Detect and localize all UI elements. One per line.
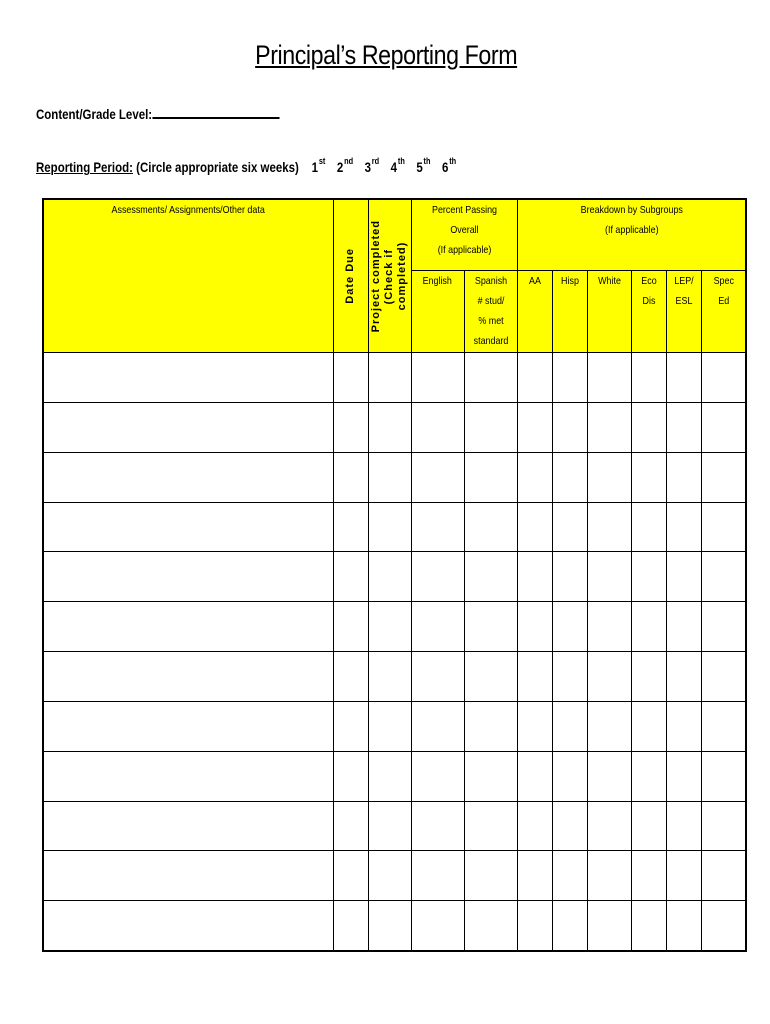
- table-cell[interactable]: [411, 701, 464, 751]
- breakdown-line-1: Breakdown by Subgroups: [580, 204, 683, 216]
- table-cell[interactable]: [333, 602, 368, 652]
- table-cell[interactable]: [333, 353, 368, 403]
- subgroup-5-line-1: LEP/: [673, 274, 694, 287]
- table-row: [43, 602, 746, 652]
- english-header: English: [411, 270, 464, 352]
- table-cell[interactable]: [464, 353, 517, 403]
- table-cell[interactable]: [666, 652, 701, 702]
- spanish-header: [464, 270, 517, 352]
- table-cell[interactable]: [43, 751, 333, 801]
- table-cell[interactable]: [701, 353, 746, 403]
- table-cell[interactable]: [333, 901, 368, 951]
- table-row: [43, 652, 746, 702]
- table-cell[interactable]: [666, 701, 701, 751]
- spanish-line-1: Spanish: [474, 274, 507, 287]
- table-cell[interactable]: [666, 602, 701, 652]
- period-option-5[interactable]: 5th: [416, 156, 431, 175]
- table-cell[interactable]: [701, 901, 746, 951]
- form-title: Principal’s Reporting Form: [255, 40, 518, 70]
- table-cell[interactable]: [552, 851, 587, 901]
- table-cell[interactable]: [43, 602, 333, 652]
- table-cell[interactable]: [631, 751, 666, 801]
- table-cell[interactable]: [631, 901, 666, 951]
- period-options: [311, 156, 468, 175]
- table-cell[interactable]: [631, 652, 666, 702]
- period-option-1[interactable]: 1st: [311, 156, 326, 175]
- table-cell[interactable]: [411, 502, 464, 552]
- table-row: [43, 353, 746, 403]
- table-cell[interactable]: [701, 402, 746, 452]
- assessments-header: Assessments/ Assignments/Other data: [43, 199, 333, 353]
- subgroup-6-line-2: Ed: [717, 294, 729, 307]
- percent-passing-line-3: (If applicable): [437, 244, 491, 256]
- table-cell[interactable]: [411, 353, 464, 403]
- table-row: [43, 502, 746, 552]
- table-cell[interactable]: [517, 901, 552, 951]
- table-cell[interactable]: [517, 851, 552, 901]
- table-cell[interactable]: [464, 701, 517, 751]
- table-cell[interactable]: [411, 402, 464, 452]
- project-completed-header: [368, 199, 411, 353]
- table-cell[interactable]: [701, 602, 746, 652]
- table-cell[interactable]: [368, 652, 411, 702]
- period-option-4[interactable]: 4th: [390, 156, 405, 175]
- table-cell[interactable]: [333, 502, 368, 552]
- table-cell[interactable]: [43, 801, 333, 851]
- table-cell[interactable]: [464, 402, 517, 452]
- subgroup-6-line-1: Spec: [713, 274, 734, 287]
- table-cell[interactable]: [666, 452, 701, 502]
- subgroup-header-3: [587, 270, 631, 352]
- table-cell[interactable]: [411, 901, 464, 951]
- table-cell[interactable]: [517, 602, 552, 652]
- subgroup-5-line-2: ESL: [675, 294, 692, 307]
- subgroup-header-1: [517, 270, 552, 352]
- table-cell[interactable]: [411, 751, 464, 801]
- table-cell[interactable]: [587, 801, 631, 851]
- table-cell[interactable]: [631, 452, 666, 502]
- table-cell[interactable]: [552, 402, 587, 452]
- reporting-period-label: Reporting Period:: [36, 159, 133, 175]
- table-cell[interactable]: [631, 851, 666, 901]
- project-completed-line-1: Project completed: [370, 219, 382, 333]
- table-cell[interactable]: [552, 801, 587, 851]
- reporting-period-line: [36, 156, 468, 175]
- table-cell[interactable]: [631, 602, 666, 652]
- table-cell[interactable]: [368, 801, 411, 851]
- project-completed-line-3: completed): [396, 241, 408, 311]
- subgroup-header-2: [552, 270, 587, 352]
- subgroup-header-6: [701, 270, 746, 352]
- table-row: [43, 552, 746, 602]
- content-grade-line: [36, 104, 279, 122]
- subgroup-2-line-1: Hisp: [560, 274, 579, 287]
- table-row: [43, 402, 746, 452]
- table-cell[interactable]: [368, 452, 411, 502]
- table-cell[interactable]: [43, 452, 333, 502]
- percent-passing-line-2: Overall: [449, 224, 479, 236]
- reporting-table: [42, 198, 747, 952]
- table-cell[interactable]: [517, 751, 552, 801]
- subgroup-4-line-2: Dis: [642, 294, 655, 307]
- percent-passing-header: [411, 199, 517, 270]
- table-cell[interactable]: [517, 402, 552, 452]
- table-cell[interactable]: [43, 851, 333, 901]
- table-cell[interactable]: [666, 851, 701, 901]
- table-cell[interactable]: [517, 701, 552, 751]
- breakdown-line-2: (If applicable): [604, 224, 659, 236]
- table-cell[interactable]: [552, 552, 587, 602]
- table-cell[interactable]: [333, 652, 368, 702]
- reporting-period-instruction: (Circle appropriate six weeks): [136, 159, 299, 175]
- table-cell[interactable]: [552, 452, 587, 502]
- table-cell[interactable]: [464, 502, 517, 552]
- table-cell[interactable]: [631, 552, 666, 602]
- table-cell[interactable]: [464, 652, 517, 702]
- table-cell[interactable]: [552, 701, 587, 751]
- table-cell[interactable]: [552, 652, 587, 702]
- table-cell[interactable]: [43, 701, 333, 751]
- table-row: [43, 701, 746, 751]
- table-cell[interactable]: [411, 801, 464, 851]
- table-cell[interactable]: [411, 452, 464, 502]
- table-cell[interactable]: [587, 353, 631, 403]
- table-cell[interactable]: [517, 652, 552, 702]
- table-cell[interactable]: [631, 502, 666, 552]
- table-cell[interactable]: [464, 602, 517, 652]
- table-cell[interactable]: [333, 452, 368, 502]
- table-cell[interactable]: [411, 851, 464, 901]
- table-cell[interactable]: [701, 652, 746, 702]
- table-cell[interactable]: [666, 502, 701, 552]
- table-cell[interactable]: [701, 552, 746, 602]
- table-cell[interactable]: [464, 552, 517, 602]
- table-cell[interactable]: [701, 452, 746, 502]
- table-cell[interactable]: [517, 552, 552, 602]
- subgroup-1-line-1: AA: [528, 274, 541, 287]
- table-cell[interactable]: [368, 602, 411, 652]
- table-row: [43, 751, 746, 801]
- table-cell[interactable]: [368, 701, 411, 751]
- table-cell[interactable]: [517, 502, 552, 552]
- table-cell[interactable]: [552, 602, 587, 652]
- table-cell[interactable]: [552, 751, 587, 801]
- table-cell[interactable]: [43, 402, 333, 452]
- table-cell[interactable]: [333, 801, 368, 851]
- table-cell[interactable]: [368, 353, 411, 403]
- table-cell[interactable]: [587, 552, 631, 602]
- period-option-3[interactable]: 3rd: [364, 156, 380, 175]
- table-cell[interactable]: [587, 652, 631, 702]
- table-cell[interactable]: [666, 353, 701, 403]
- table-cell[interactable]: [43, 552, 333, 602]
- table-cell[interactable]: [464, 901, 517, 951]
- content-grade-blank[interactable]: [152, 104, 279, 119]
- table-row: [43, 801, 746, 851]
- subgroup-header-5: [666, 270, 701, 352]
- table-cell[interactable]: [587, 751, 631, 801]
- spanish-line-3: % met: [477, 314, 504, 327]
- table-cell[interactable]: [701, 801, 746, 851]
- table-cell[interactable]: [368, 901, 411, 951]
- table-cell[interactable]: [666, 801, 701, 851]
- table-cell[interactable]: [411, 552, 464, 602]
- table-cell[interactable]: [666, 402, 701, 452]
- table-cell[interactable]: [464, 851, 517, 901]
- table-cell[interactable]: [333, 552, 368, 602]
- table-row: [43, 901, 746, 951]
- table-cell[interactable]: [411, 652, 464, 702]
- table-cell[interactable]: [701, 502, 746, 552]
- table-row: [43, 851, 746, 901]
- table-cell[interactable]: [333, 751, 368, 801]
- project-completed-line-2: (Check if: [383, 248, 395, 304]
- table-cell[interactable]: [701, 751, 746, 801]
- table-cell[interactable]: [701, 701, 746, 751]
- table-cell[interactable]: [587, 502, 631, 552]
- table-cell[interactable]: [43, 502, 333, 552]
- table-cell[interactable]: [587, 452, 631, 502]
- spanish-line-4: standard: [473, 334, 508, 347]
- spanish-line-2: # stud/: [477, 294, 504, 307]
- table-cell[interactable]: [701, 851, 746, 901]
- table-cell[interactable]: [631, 701, 666, 751]
- table-row: [43, 452, 746, 502]
- table-cell[interactable]: [587, 602, 631, 652]
- content-grade-label: Content/Grade Level:: [36, 106, 153, 122]
- table-cell[interactable]: [666, 751, 701, 801]
- table-cell[interactable]: [464, 452, 517, 502]
- period-option-2[interactable]: 2nd: [336, 156, 354, 175]
- table-cell[interactable]: [666, 901, 701, 951]
- table-cell[interactable]: [43, 353, 333, 403]
- table-cell[interactable]: [368, 851, 411, 901]
- table-cell[interactable]: [368, 552, 411, 602]
- table-cell[interactable]: [43, 901, 333, 951]
- table-cell[interactable]: [368, 751, 411, 801]
- table-cell[interactable]: [333, 402, 368, 452]
- table-cell[interactable]: [587, 851, 631, 901]
- table-cell[interactable]: [552, 353, 587, 403]
- subgroup-4-line-1: Eco: [640, 274, 657, 287]
- table-cell[interactable]: [631, 402, 666, 452]
- table-cell[interactable]: [552, 502, 587, 552]
- date-due-header: Date Due: [333, 199, 368, 353]
- period-option-6[interactable]: 6th: [441, 156, 457, 175]
- subgroup-3-line-1: White: [597, 274, 621, 287]
- table-cell[interactable]: [587, 701, 631, 751]
- table-cell[interactable]: [43, 652, 333, 702]
- table-cell[interactable]: [517, 801, 552, 851]
- table-cell[interactable]: [368, 402, 411, 452]
- table-cell[interactable]: [517, 452, 552, 502]
- table-cell[interactable]: [368, 502, 411, 552]
- table-cell[interactable]: [464, 751, 517, 801]
- table-cell[interactable]: [631, 801, 666, 851]
- table-cell[interactable]: [333, 851, 368, 901]
- table-cell[interactable]: [464, 801, 517, 851]
- table-cell[interactable]: [333, 701, 368, 751]
- table-cell[interactable]: [411, 602, 464, 652]
- table-cell[interactable]: [587, 901, 631, 951]
- table-cell[interactable]: [631, 353, 666, 403]
- table-cell[interactable]: [666, 552, 701, 602]
- table-cell[interactable]: [587, 402, 631, 452]
- table-cell[interactable]: [552, 901, 587, 951]
- table-cell[interactable]: [517, 353, 552, 403]
- breakdown-header: [517, 199, 746, 270]
- subgroup-header-4: [631, 270, 666, 352]
- percent-passing-line-1: Percent Passing: [431, 204, 497, 216]
